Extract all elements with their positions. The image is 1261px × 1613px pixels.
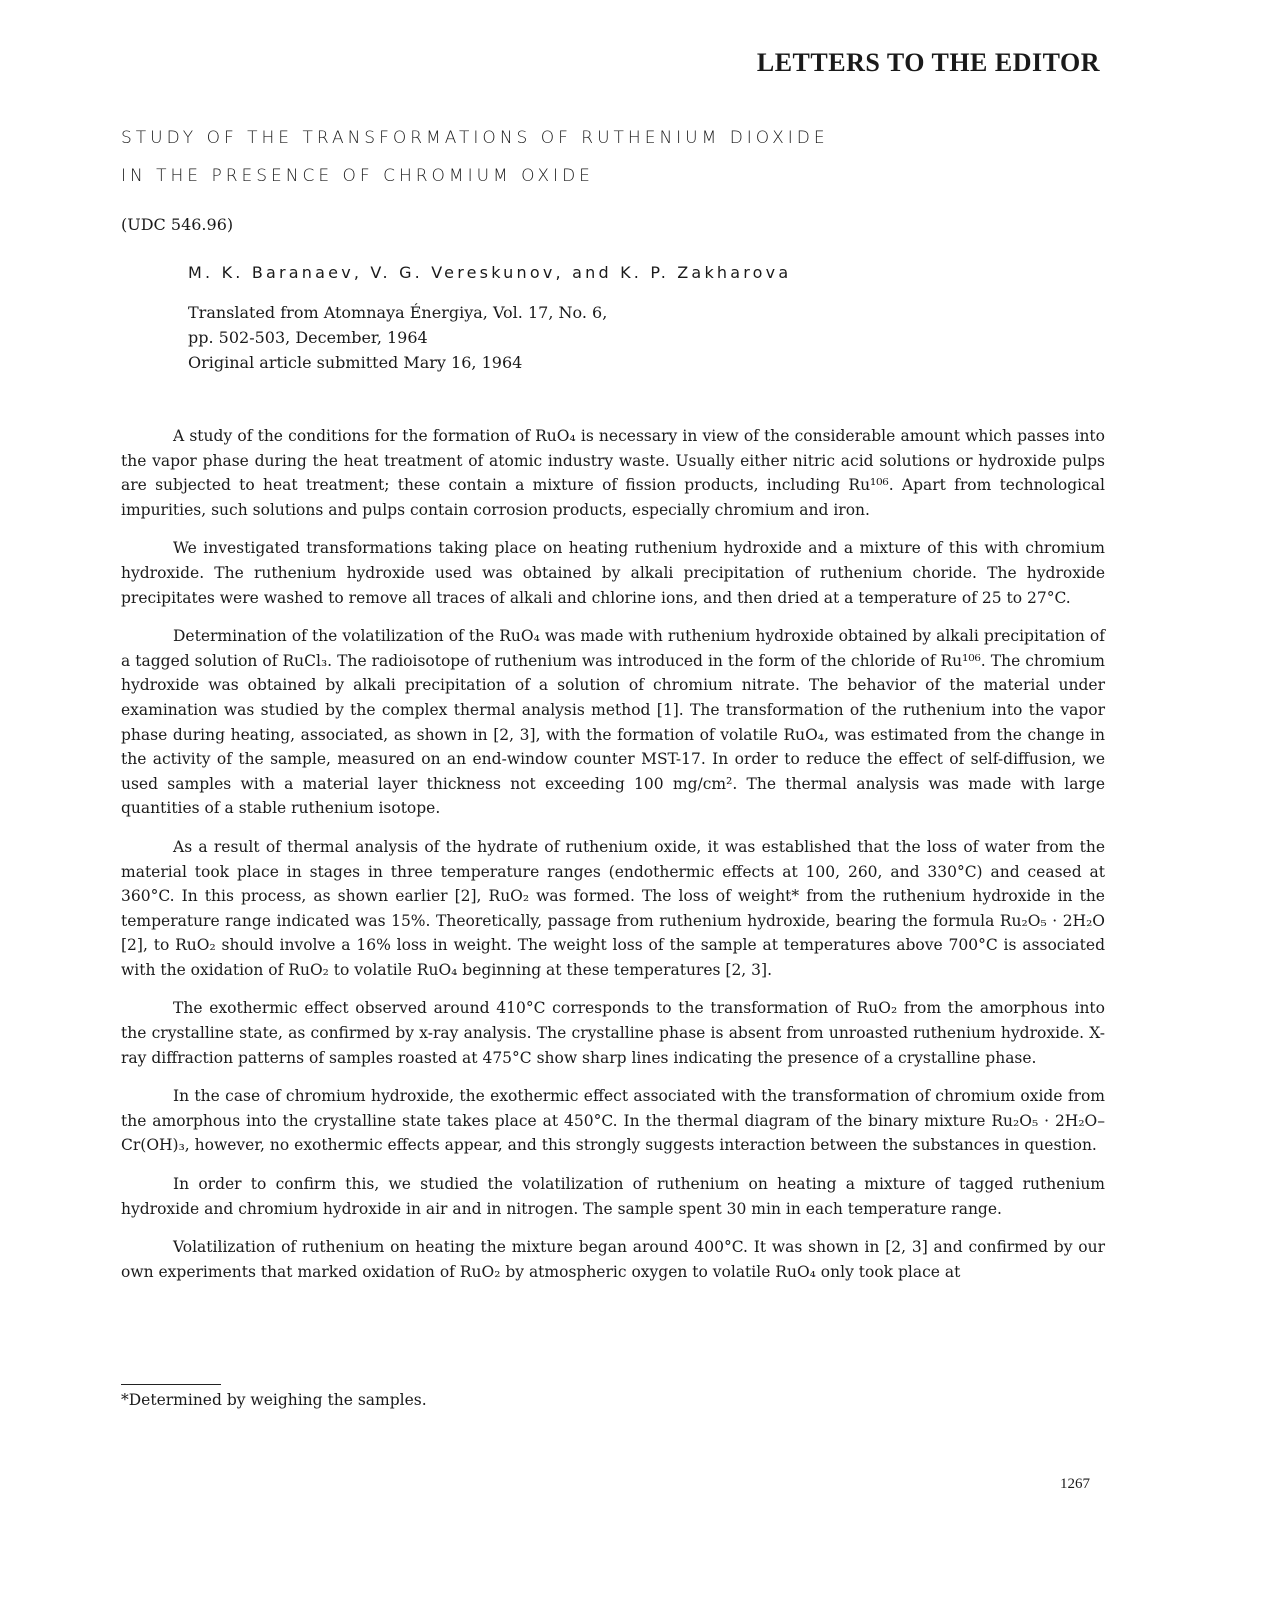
footnote: *Determined by weighing the samples.	[121, 1391, 427, 1409]
udc-code: (UDC 546.96)	[121, 215, 234, 234]
article-body	[121, 424, 1105, 1298]
section-header: LETTERS TO THE EDITOR	[756, 48, 1100, 77]
body-paragraph-2: We investigated transformations taking place on heating ruthenium hydroxide and a mixture of this with chromium hydroxide. The ruthenium hydroxide used was obtained by alkali precipitation of ruthenium choride. The hydroxide precipitates were washed to remove all traces of alkali and chlorine ions, and then dried at a temperature of 25 to 27°C.	[121, 539, 1105, 607]
article-title-line-1: STUDY OF THE TRANSFORMATIONS OF RUTHENIUM DIOXIDE	[121, 128, 829, 148]
page-number: 1267	[1060, 1476, 1090, 1492]
body-paragraph-7: In order to confirm this, we studied the volatilization of ruthenium on heating a mixture of tagged ruthenium hydroxide and chromium hydroxide in air and in nitrogen. The sample spent 30 min in each temperature range.	[121, 1175, 1105, 1218]
body-paragraph-1: A study of the conditions for the formation of RuO₄ is necessary in view of the considerable amount which passes into the vapor phase during the heat treatment of atomic industry waste. Usually either nitric acid solutions or hydroxide pulps are subjected to heat treatment; these contain a mixture of fission products, including Ru¹⁰⁶. Apart from technological impurities, such solutions and pulps contain corrosion products, especially chromium and iron.	[121, 427, 1105, 519]
source-line-1: Translated from Atomnaya Énergiya, Vol. 17, No. 6,	[188, 303, 608, 322]
authors: M. K. Baranaev, V. G. Vereskunov, and K. P. Zakharova	[188, 263, 792, 282]
article-title-line-2: IN THE PRESENCE OF CHROMIUM OXIDE	[121, 166, 594, 186]
body-paragraph-3: Determination of the volatilization of the RuO₄ was made with ruthenium hydroxide obtained by alkali precipitation of a tagged solution of RuCl₃. The radioisotope of ruthenium was introduced in the form of the chloride of Ru¹⁰⁶. The chromium hydroxide was obtained by alkali precipitation of a solution of chromium nitrate. The behavior of the material under examination was studied by the complex thermal analysis method [1]. The transformation of the ruthenium into the vapor phase during heating, associated, as shown in [2, 3], with the formation of volatile RuO₄, was estimated from the change in the activity of the sample, measured on an end-window counter MST-17. In order to reduce the effect of self-diffusion, we used samples with a material layer thickness not exceeding 100 mg/cm². The thermal analysis was made with large quantities of a stable ruthenium isotope.	[121, 627, 1105, 818]
body-paragraph-8: Volatilization of ruthenium on heating the mixture began around 400°C. It was shown in [2, 3] and confirmed by our own experiments that marked oxidation of RuO₂ by atmospheric oxygen to volatile RuO₄ only took place at	[121, 1238, 1105, 1281]
source-line-3: Original article submitted Mary 16, 1964	[188, 353, 523, 372]
body-paragraph-5: The exothermic effect observed around 410°C corresponds to the transformation of RuO₂ from the amorphous into the crystalline state, as confirmed by x-ray analysis. The crystalline phase is absent from unroasted ruthenium hydroxide. X-ray diffraction patterns of samples roasted at 475°C show sharp lines indicating the presence of a crystalline phase.	[121, 999, 1105, 1067]
body-paragraph-6: In the case of chromium hydroxide, the exothermic effect associated with the transformation of chromium oxide from the amorphous into the crystalline state takes place at 450°C. In the thermal diagram of the binary mixture Ru₂O₅ · 2H₂O–Cr(OH)₃, however, no exothermic effects appear, and this strongly suggests interaction between the substances in question.	[121, 1087, 1105, 1155]
body-paragraph-4: As a result of thermal analysis of the hydrate of ruthenium oxide, it was established that the loss of water from the material took place in stages in three temperature ranges (endothermic effects at 100, 260, and 330°C) and ceased at 360°C. In this process, as shown earlier [2], RuO₂ was formed. The loss of weight* from the ruthenium hydroxide in the temperature range indicated was 15%. Theoretically, passage from ruthenium hydroxide, bearing the formula Ru₂O₅ · 2H₂O [2], to RuO₂ should involve a 16% loss in weight. The weight loss of the sample at temperatures above 700°C is associated with the oxidation of RuO₂ to volatile RuO₄ beginning at these temperatures [2, 3].	[121, 837, 1105, 979]
footnote-divider	[121, 1384, 221, 1385]
source-line-2: pp. 502-503, December, 1964	[188, 328, 428, 347]
